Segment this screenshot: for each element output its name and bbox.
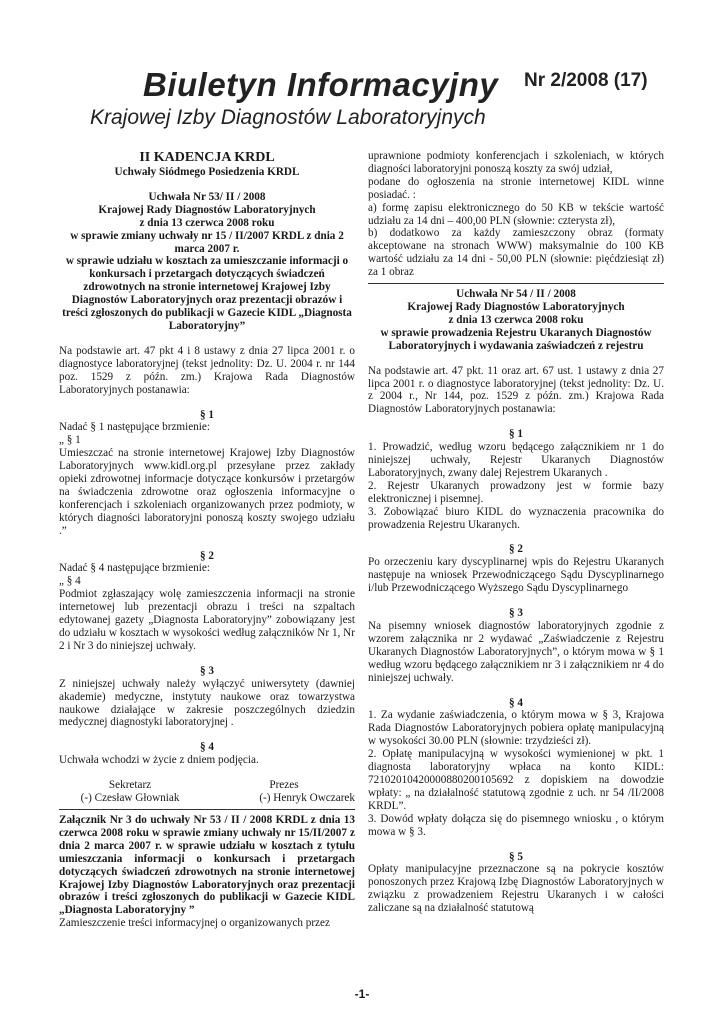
- section-1-heading: § 1: [200, 408, 214, 421]
- annex-3-text: Zamieszczenie treści informacyjnej o organizowanych przez: [59, 917, 330, 930]
- resolution-54-number: Uchwała Nr 54 / II / 2008: [456, 288, 576, 301]
- resolution-53-issuer: Krajowej Rady Diagnostów Laboratoryjnych: [98, 203, 316, 216]
- issue-number: Nr 2/2008 (17): [524, 70, 648, 91]
- section-1-heading: § 1: [509, 428, 523, 441]
- resolution-54-basis: Na podstawie art. 47 pkt. 11 oraz art. 67 ust. 1 ustawy z dnia 27 lipca 2001 r. o diagnostyce laboratoryjnej (tekst jednolity: Dz. U. z 2004 r., Nr 144, poz. 1529 z późn. zm.) Krajowa Rada Diagnostów Laboratoryjnych postanawia:: [368, 364, 664, 416]
- left-column: [59, 150, 355, 930]
- resolution-53-heading: [59, 191, 355, 333]
- divider: [59, 809, 355, 810]
- masthead: [0, 0, 724, 140]
- resolution-54-heading: [368, 288, 664, 353]
- section-3-text: Z niniejszej uchwały należy wyłączyć uniwersytety (dawniej akademie) medyczne, instytuty naukowe oraz towarzystwa naukowe działające w zakresie poszczególnych dziedzin medycznej diagnostyki laboratoryjnej .: [59, 677, 355, 729]
- annex-item-a: a) formę zapisu elektronicznego do 50 KB w tekście wartość udziału za 14 dni – 400,00 PLN (słownie: czterysta zł),: [368, 201, 664, 227]
- secretary-name: (-) Czesław Głowniak: [80, 792, 180, 805]
- section-5-text: Opłaty manipulacyjne przeznaczone są na pokrycie kosztów ponoszonych przez Krajową Izbę Diagnostów Laboratoryjnych w związku z prowadzeniem Rejestru Ukaranych i w całości zaliczane są na działalność statutową: [368, 863, 664, 915]
- resolution-53-subject: w sprawie zmiany uchwały nr 15 / II/2007 KRDL z dnia 2 marca 2007 r.: [70, 229, 344, 255]
- president-role: Prezes: [269, 779, 299, 792]
- resolution-54-issuer: Krajowej Rady Diagnostów Laboratoryjnych: [407, 300, 625, 313]
- section-4-item: 2. Opłatę manipulacyjną w wysokości wymienionej w pkt. 1 diagnosta laboratoryjny wpłaca na konto KIDL: 72102010420000880200105692 z dopiskiem na dowodzie wpłaty: „ na działalność statutową zgodnie z uch. nr 54 /II/2008 KRDL”.: [368, 748, 664, 812]
- annex-continuation: podane do ogłoszenia na stronie internetowej KIDL winne posiadać. :: [368, 175, 664, 201]
- bulletin-subtitle: Krajowej Izby Diagnostów Laboratoryjnych: [90, 106, 486, 129]
- section-1-item: 2. Rejestr Ukaranych prowadzony jest w formie bazy elektronicznej i pisemnej.: [368, 479, 664, 505]
- section-1-item: 1. Prowadzić, według wzoru będącego załącznikiem nr 1 do niniejszej uchwały, Rejestr Ukaranych Diagnostów Laboratoryjnych, zwany dalej Rejestrem Ukaranych .: [368, 441, 664, 479]
- divider: [368, 283, 664, 284]
- section-2-line: Nadać § 4 następujące brzmienie:: [59, 562, 210, 575]
- annex-item-b: b) dodatkowo za każdy zamieszczony obraz (formaty akceptowane na stronach WWW) maksymalnie do 100 KB wartość udziału za 14 dni - 50,00 PLN (słownie: pięćdziesiąt zł) za 1 obraz: [368, 227, 664, 279]
- section-3-text: Na pisemny wniosek diagnostów laboratoryjnych zgodnie z wzorem załącznika nr 2 wydawać „Zaświadczenie z Rejestru Ukaranych Diagnostów Laboratoryjnych”, o którym mowa w § 1 według wzoru będącego załącznikiem nr 3 i załącznikiem nr 4 do niniejszej uchwały.: [368, 620, 664, 684]
- resolution-53-date: z dnia 13 czerwca 2008 roku: [139, 216, 275, 229]
- section-2-text: Podmiot zgłaszający wolę zamieszczenia informacji na stronie internetowej lub prezentacji obrazu i treści na szpaltach edytowanej gazety „Diagnosta Laboratoryjny” zobowiązany jest do udziału w kosztach w wysokości według załączników Nr 1, Nr 2 i Nr 3 do niniejszej uchwały.: [59, 588, 355, 652]
- section-1-text: Umieszczać na stronie internetowej Krajowej Izby Diagnostów Laboratoryjnych www.kidl.org.pl przesyłane przez zakłady opieki zdrowotnej informacje dotyczące konkursów i przetargów na świadczenia zdrowotne oraz ogłoszenia informacyjne o konferencjach i szkoleniach organizowanych przez podmioty, w których diagności laboratoryjni ponoszą koszty swojego udziału .”: [59, 447, 355, 537]
- resolution-53-subject-detail: w sprawie udziału w kosztach za umieszczanie informacji o konkursach i przetargach dotyczących świadczeń zdrowotnych na stronie internetowej Krajowej Izby Diagnostów Laboratoryjnych oraz prezentacji obrazów i treści zgłoszonych do publikacji w Gazecie KIDL „Diagnosta Laboratoryjny”: [62, 255, 352, 332]
- section-2-heading: § 2: [509, 543, 523, 556]
- secretary-role: Sekretarz: [108, 779, 152, 792]
- section-1-item: 3. Zobowiązać biuro KIDL do wyznaczenia pracownika do prowadzenia Rejestru Ukaranych.: [368, 505, 664, 531]
- resolution-54-subject: w sprawie prowadzenia Rejestru Ukaranych Diagnostów Laboratoryjnych i wydawania zaświadczeń z rejestru: [380, 326, 652, 352]
- section-4-heading: § 4: [200, 741, 214, 754]
- right-column: [368, 150, 664, 915]
- section-1-line: „ § 1: [59, 434, 81, 447]
- bulletin-title: Biuletyn Informacyjny: [143, 66, 499, 103]
- page-number: -1-: [354, 987, 370, 1001]
- session-heading: Uchwały Siódmego Posiedzenia KRDL: [114, 166, 300, 178]
- section-5-heading: § 5: [509, 850, 523, 863]
- section-4-item: 3. Dowód wpłaty dołącza się do pisemnego wniosku , o którym mowa w § 3.: [368, 812, 664, 838]
- section-2-line: „ § 4: [59, 575, 81, 588]
- signatures: [59, 779, 355, 805]
- kadencja-heading: II KADENCJA KRDL: [139, 150, 275, 165]
- section-4-heading: § 4: [509, 696, 523, 709]
- president-name: (-) Henryk Owczarek: [259, 792, 355, 805]
- resolution-54-date: z dnia 13 czerwca 2008 roku: [448, 313, 584, 326]
- resolution-53-basis: Na podstawie art. 47 pkt 4 i 8 ustawy z dnia 27 lipca 2001 r. o diagnostyce laboratoryjnej (tekst jednolity: Dz. U. 2004 r. nr 144 poz. 1529 z późn. zm.) Krajowa Rada Diagnostów Laboratoryjnych postanawia:: [59, 344, 355, 396]
- section-4-item: 1. Za wydanie zaświadczenia, o którym mowa w § 3, Krajowa Rada Diagnostów Laboratoryjnych pobiera opłatę manipulacyjną w wysokości 30.00 PLN (słownie: trzydzieści zł).: [368, 709, 664, 748]
- section-2-heading: § 2: [200, 549, 214, 562]
- annex-continuation: uprawnione podmioty konferencjach i szkoleniach, w których diagności laboratoryjni ponoszą koszty za swój udział,: [368, 150, 664, 175]
- annex-3-heading: Załącznik Nr 3 do uchwały Nr 53 / II / 2008 KRDL z dnia 13 czerwca 2008 roku w sprawie zmiany uchwały nr 15/II/2007 z dnia 2 marca 2007 r. w sprawie udziału w kosztach z tytułu umieszczania informacji o konkursach i przetargach dotyczących świadczeń zdrowotnych na stronie internetowej Krajowej Izby Diagnostów Laboratoryjnych oraz prezentacji obrazów i treści zgłoszonych do publikacji w Gazecie KIDL „Diagnosta Laboratoryjny ”: [59, 813, 355, 917]
- resolution-53-number: Uchwała Nr 53/ II / 2008: [148, 190, 266, 203]
- section-1-line: Nadać § 1 następujące brzmienie:: [59, 421, 210, 434]
- section-3-heading: § 3: [200, 664, 214, 677]
- section-4-text: Uchwała wchodzi w życie z dniem podjęcia.: [59, 754, 259, 767]
- section-2-text: Po orzeczeniu kary dyscyplinarnej wpis do Rejestru Ukaranych następuje na wniosek Przewodniczącego Sądu Dyscyplinarnego i/lub Przewodniczącego Wyższego Sądu Dyscyplinarnego: [368, 556, 664, 595]
- section-3-heading: § 3: [509, 607, 523, 620]
